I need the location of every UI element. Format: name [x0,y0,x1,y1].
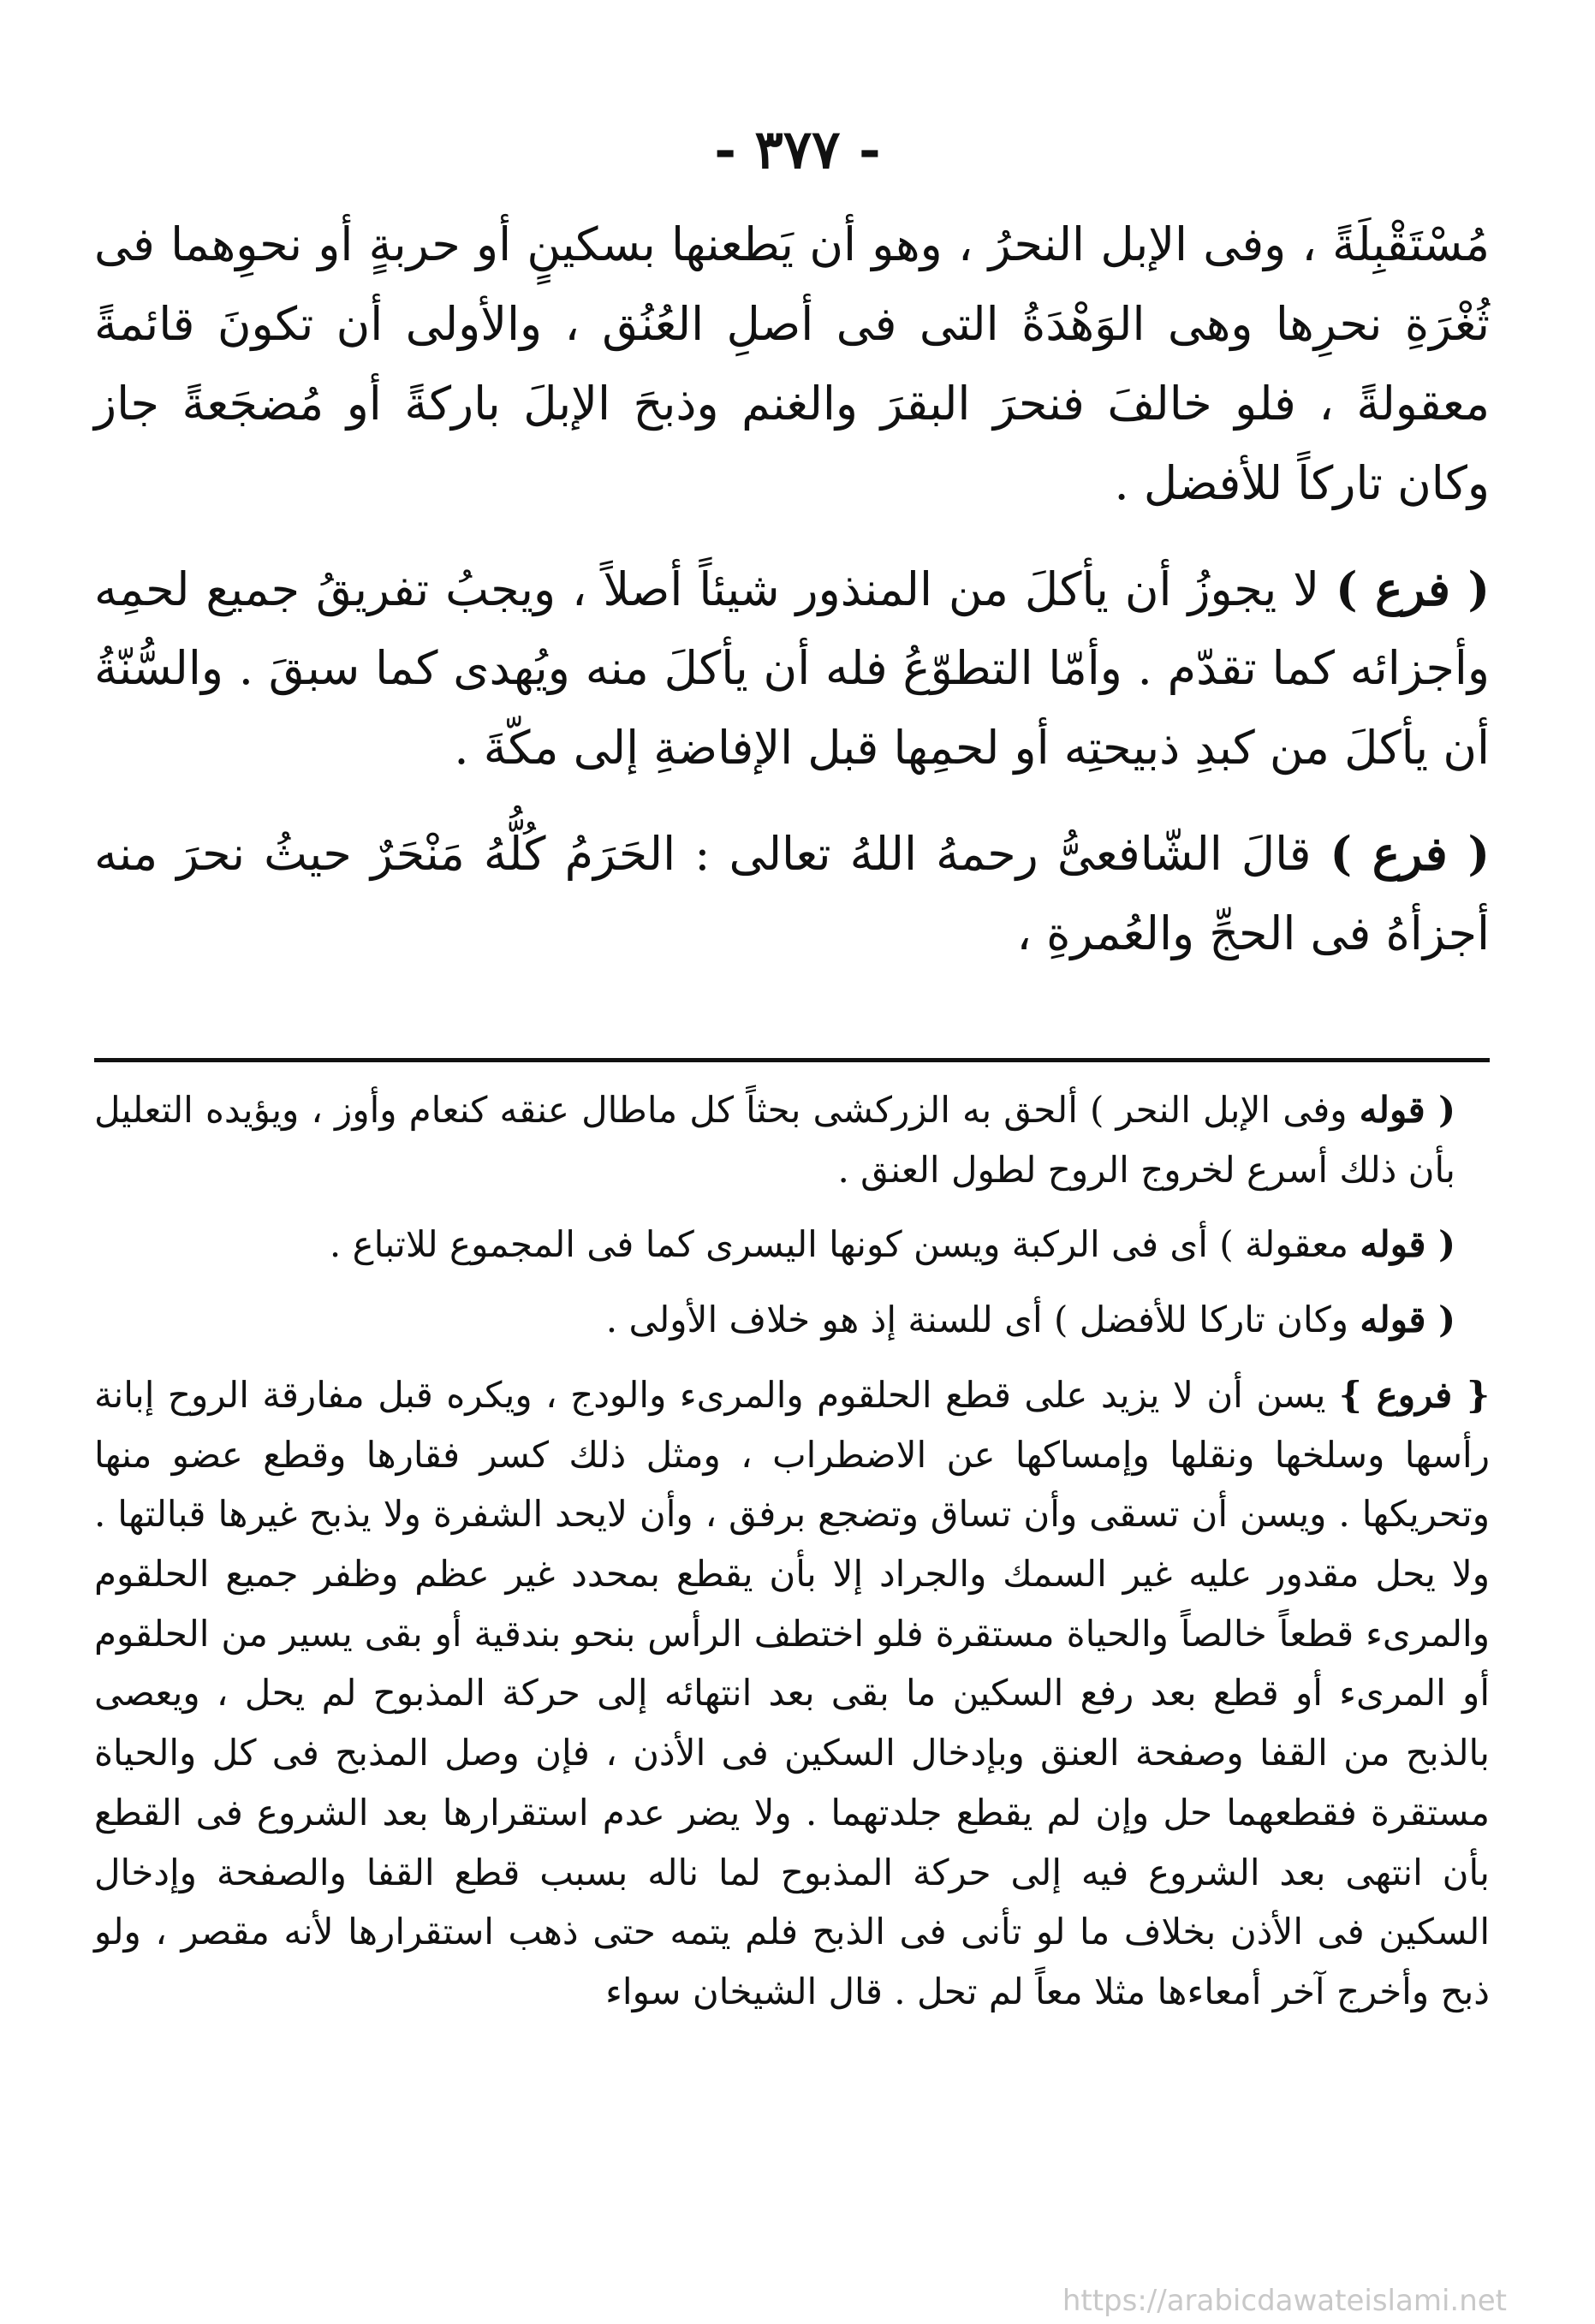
footnote-label: ( قوله [1359,1089,1455,1131]
page-number: - ٣٧٧ - [714,118,881,181]
footnote-2 [94,1215,1490,1275]
footnote-1 [94,1080,1490,1199]
footnote-divider [94,1058,1490,1062]
paragraph-text: قالَ الشّافعىُّ رحمهُ اللهُ تعالى : الحَرَمُ كُلُّهُ مَنْحَرٌ حيثُ نحرَ منه أجزأهُ فى الحجِّ والعُمرةِ ، [94,827,1490,960]
footnote-3 [94,1290,1490,1350]
section-label: ( فرع ) [1335,561,1491,616]
footnote-text: وكان تاركا للأفضل ) أى للسنة إذ هو خلاف الأولى . [605,1299,1360,1341]
footnote-label: ( قوله [1360,1223,1455,1266]
footnote-label: { فروع } [1338,1373,1491,1416]
footnotes [94,1080,1490,2037]
main-paragraph-2 [94,550,1490,789]
footnote-text: يسن أن لا يزيد على قطع الحلقوم والمرىء والودج ، ويكره قبل مفارقة الروح إبانة رأسها وسلخها ونقلها وإمساكها عن الاضطراب ، ومثل ذلك كسر فقارها وقطع عضو منها وتحريكها . ويسن أن تسقى وأن تساق وتضجع برفق ، وأن لايحد الشفرة ولا يذبح غيرها قبالتها . ولا يحل مقدور عليه غير السمك والجراد إلا بأن يقطع بمحدد غير عظم وظفر جميع الحلقوم والمرىء قطعاً خالصاً والحياة مستقرة فلو اختطف الرأس بنحو بندقية أو بقى يسير من الحلقوم أو المرىء أو قطع بعد رفع السكين ما بقى بعد انتهائه إلى حركة المذبوح لم يحل ، ويعصى بالذبح من القفا وصفحة العنق وبإدخال السكين فى الأذن ، فإن وصل المذبح فى كل والحياة مستقرة فقطعهما حل وإن لم يقطع جلدتهما . ولا يضر عدم استقرارها بعد الشروع فى القطع بأن انتهى بعد الشروع فيه إلى حركة المذبوح لما ناله بسبب قطع القفا والصفحة وإدخال السكين فى الأذن بخلاف ما لو تأنى فى الذبح فلم يتمه حتى ذهب استقرارها لأنه مقصر ، ولو ذبح وأخرج آخر أمعاءها مثلا معاً لم تحل . قال الشيخان سواء [94,1373,1491,2013]
main-paragraph-1: مُسْتَقْبِلَةً ، وفى الإبل النحرُ ، وهو أن يَطعنها بسكينٍ أو حربةٍ أو نحوِهما فى ثُغْرَةِ نحرِها وهى الوَهْدَةُ التى فى أصلِ العُنُق ، والأولى أن تكونَ قائمةً معقولةً ، فلو خالفَ فنحرَ البقرَ والغنم وذبحَ الإبلَ باركةً أو مُضجَعةً جاز وكان تاركاً للأفضل . [94,217,1490,510]
paragraph-text: لا يجوزُ أن يأكلَ من المنذور شيئاً أصلاً ، ويجبُ تفريقُ جميع لحمِه وأجزائه كما تقدّم . وأمّا التطوّعُ فله أن يأكلَ منه ويُهدى كما سبقَ . والسُّنّةُ أن يأكلَ من كبدِ ذبيحتِه أو لحمِها قبل الإفاضةِ إلى مكّةَ . [94,562,1490,776]
main-paragraph-3 [94,814,1490,974]
footnote-4 [94,1365,1490,2022]
main-text [94,205,1490,1000]
section-label: ( فرع ) [1330,826,1490,882]
source-watermark: https://arabicdawateislami.net [1062,2284,1507,2318]
footnote-text: وفى الإبل النحر ) ألحق به الزركشى بحثاً كل ماطال عنقه كنعام وأوز ، ويؤيده التعليل بأن ذلك أسرع لخروج الروح لطول العنق . [94,1089,1455,1191]
footnote-text: معقولة ) أى فى الركبة ويسن كونها اليسرى كما فى المجموع للاتباع . [329,1223,1360,1266]
footnote-label: ( قوله [1360,1299,1455,1341]
